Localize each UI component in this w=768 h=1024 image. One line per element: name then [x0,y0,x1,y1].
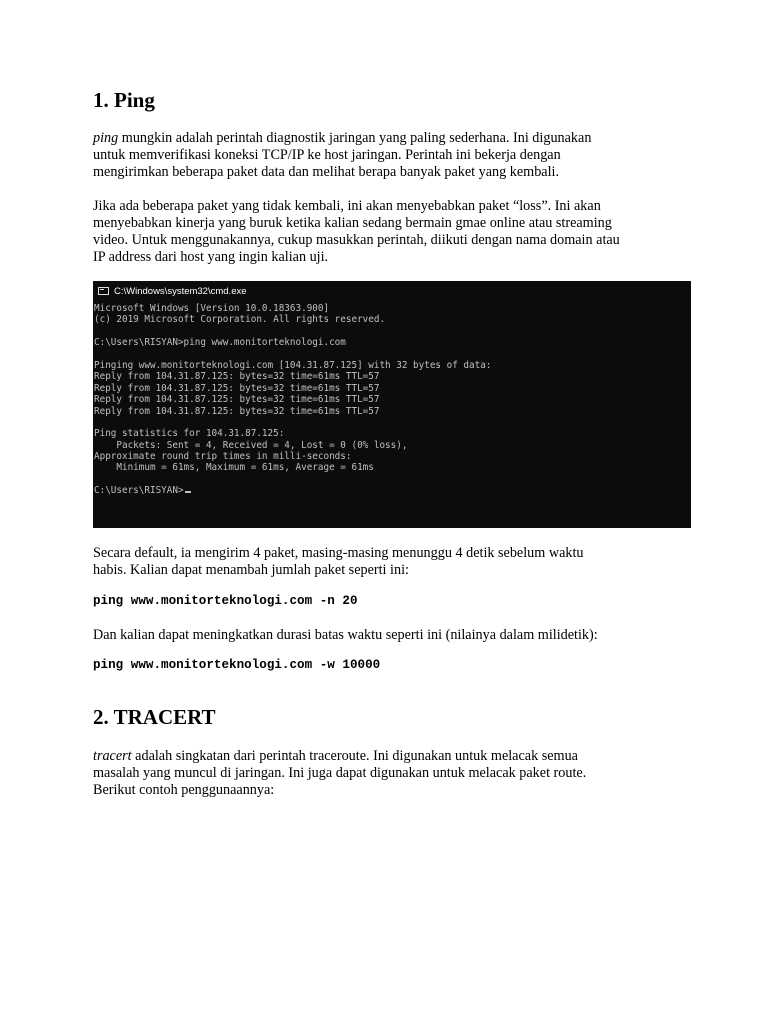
paragraph-line: Jika ada beberapa paket yang tidak kembali, ini akan menyebabkan paket “loss”. Ini akan [93,198,601,214]
cmd-title-bar [93,281,691,301]
cmd-output-line: (c) 2019 Microsoft Corporation. All rights reserved. [94,314,386,326]
command-example-count: ping www.monitorteknologi.com -n 20 [93,594,358,608]
cmd-output-line: C:\Users\RISYAN>ping www.monitorteknologi.com [94,337,346,349]
section-heading-ping: 1. Ping [93,88,155,112]
default-count-paragraph [93,545,693,579]
paragraph-line: masalah yang muncul di jaringan. Ini juga dapat digunakan untuk melacak paket route. [93,765,587,781]
paragraph-line: video. Untuk menggunakannya, cukup masukkan perintah, diikuti dengan nama domain atau [93,232,620,248]
timeout-paragraph [93,627,693,644]
cmd-output-line: Reply from 104.31.87.125: bytes=32 time=61ms TTL=57 [94,371,380,383]
cmd-prompt-line [94,485,691,496]
paragraph-line: tracert adalah singkatan dari perintah traceroute. Ini digunakan untuk melacak semua [93,748,578,764]
paragraph-line: Secara default, ia mengirim 4 paket, masing-masing menunggu 4 detik sebelum waktu [93,545,584,561]
cursor-icon [185,491,191,493]
paragraph-line: IP address dari host yang ingin kalian uji. [93,249,329,265]
cmd-output-line [94,474,691,485]
cmd-output-line: Approximate round trip times in milli-seconds: [94,451,352,463]
cmd-output [93,301,691,497]
paragraph-line: Berikut contoh penggunaannya: [93,782,275,798]
cmd-output-line: Ping statistics for 104.31.87.125: [94,428,285,440]
tracert-intro-paragraph [93,748,693,799]
packet-loss-paragraph [93,198,693,266]
cmd-screenshot [93,281,691,528]
command-example-timeout: ping www.monitorteknologi.com -w 10000 [93,658,381,672]
paragraph-line: ping mungkin adalah perintah diagnostik jaringan yang paling sederhana. Ini digunakan [93,130,592,146]
cmd-output-line: Packets: Sent = 4, Received = 4, Lost = 0 (0% loss), [94,439,408,451]
ping-intro-paragraph [93,130,693,181]
cmd-output-line [94,417,691,428]
cmd-output-line [94,349,691,360]
ping-term: ping [93,130,119,146]
cmd-prompt: C:\Users\RISYAN> [94,485,184,497]
cmd-title: C:\Windows\system32\cmd.exe [114,285,247,297]
cmd-output-line [94,326,691,337]
paragraph-line: habis. Kalian dapat menambah jumlah paket seperti ini: [93,562,409,578]
paragraph-line: mengirimkan beberapa paket data dan melihat berapa banyak paket yang kembali. [93,164,560,180]
paragraph-line: menyebabkan kinerja yang buruk ketika kalian sedang bermain gmae online atau streaming [93,215,612,231]
cmd-output-line: Pinging www.monitorteknologi.com [104.31.87.125] with 32 bytes of data: [94,359,492,371]
cmd-output-line: Microsoft Windows [Version 10.0.18363.900] [94,303,330,314]
paragraph-line: Dan kalian dapat meningkatkan durasi batas waktu seperti ini (nilainya dalam milidetik): [93,627,598,643]
cmd-window-icon [98,287,109,295]
cmd-output-line: Reply from 104.31.87.125: bytes=32 time=61ms TTL=57 [94,405,380,417]
cmd-output-line: Minimum = 61ms, Maximum = 61ms, Average = 61ms [94,462,374,474]
section-heading-tracert: 2. TRACERT [93,705,216,729]
cmd-output-line: Reply from 104.31.87.125: bytes=32 time=61ms TTL=57 [94,382,380,394]
paragraph-line: untuk memverifikasi koneksi TCP/IP ke host jaringan. Perintah ini bekerja dengan [93,147,561,163]
tracert-term: tracert [93,748,132,764]
cmd-output-line: Reply from 104.31.87.125: bytes=32 time=61ms TTL=57 [94,394,380,406]
